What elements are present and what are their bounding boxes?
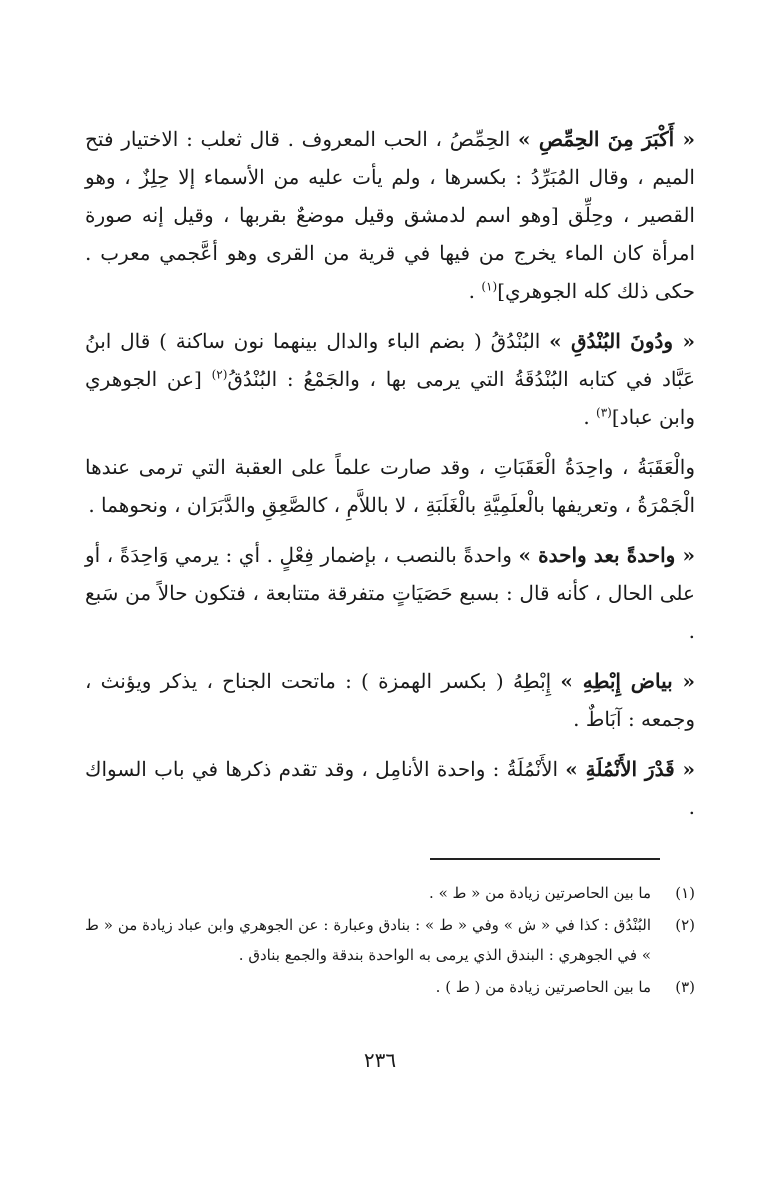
entry-heading: « ودُونَ البُنْدُقِ » — [549, 329, 695, 353]
footnote-number: (٢) — [675, 916, 695, 934]
paragraph-wahida — [85, 536, 695, 650]
entry-text: البُنْدُقُ ( بضم الباء والدال بينهما نون ساكنة ) قال ابنُ عَبَّاد في كتابه البُنْدُقَةُ التي يرمى بها ، والجَمْعُ : البُنْدُقُ — [85, 329, 695, 391]
entry-text: الحِمِّصُ ، الحب المعروف . قال ثعلب : الاختيار فتح الميم ، وقال المُبَرِّدُ : بكسرها ، ولم يأت عليه من الأسماء إلا حِلِزٌ ، وهو القصير ، وحِلِّق [وهو اسم لدمشق وقيل موضعٌ بقربها ، وقيل إنه صورة امرأة كان الماء يخرج من فيها في قرية من القرى وهو أعَّجمي معرب . حكى ذلك كله الجوهري] — [85, 127, 695, 303]
footnote-ref: (٣) — [596, 405, 612, 420]
footnote-divider — [430, 858, 660, 860]
paragraph-aqaba — [85, 448, 695, 524]
entry-tail: . — [583, 405, 597, 429]
entry-heading: « بياض إِبْطِهِ » — [560, 669, 696, 693]
entry-text: إِبْطِهُ ( بكسر الهمزة ) : ماتحت الجناح ، يذكر ويؤنث ، وجمعه : آبَاطٌ . — [85, 669, 695, 731]
footnote-item — [85, 972, 695, 1002]
entry-text: الأَنْمُلَةُ : واحدة الأنامِل ، وقد تقدم ذكرها في باب السواك . — [85, 757, 695, 819]
paragraph-himmas — [85, 120, 695, 310]
entry-text: والْعَقَبَةُ ، واحِدَةُ الْعَقَبَاتِ ، وقد صارت علماً على العقبة التي ترمى عندها الْجَمْرَةُ ، وتعريفها بالْعلَمِيَّةِ بالْغَلَبَةِ ، لا باللاَّمِ ، كالصَّعِقِ والدَّبَرَان ، ونحوهما . — [85, 455, 695, 517]
footnote-item — [85, 878, 695, 908]
entry-heading: « واحدةً بعد واحدة » — [518, 543, 695, 567]
entry-heading: « قَدْرَ الأَنْمُلَةِ » — [565, 757, 695, 781]
footnote-item — [85, 910, 695, 970]
footnote-text: ما بين الحاصرتين زيادة من ( ط ) . — [435, 978, 651, 996]
entry-tail: [عن الجوهري وابن عباد] — [85, 367, 695, 429]
entry-heading: « أَكْبَرَ مِنَ الحِمِّصِ » — [518, 127, 696, 151]
paragraph-anmula — [85, 750, 695, 826]
footnotes — [85, 878, 695, 1004]
entry-tail: . — [468, 279, 482, 303]
footnote-text: البُنْدُق : كذا في « ش » وفي « ط » : بنادق وعبارة : عن الجوهري وابن عباد زيادة من « ط » في الجوهري : البندق الذي يرمى به الواحدة بندقة والجمع بنادق . — [85, 916, 651, 964]
footnote-ref: (١) — [481, 279, 498, 294]
paragraph-bunduq — [85, 322, 695, 436]
entry-text: واحدةً بالنصب ، بإضمار فِعْلٍ . أي : يرمي وَاحِدَةً ، أو على الحال ، كأنه قال : بسبع حَصَيَاتٍ متفرقة متتابعة ، فتكون حالاً من سَبع . — [85, 543, 695, 643]
main-text — [85, 120, 695, 838]
footnote-text: ما بين الحاصرتين زيادة من « ط » . — [429, 884, 651, 902]
footnote-number: (١) — [675, 884, 695, 902]
footnote-ref: (٢) — [211, 367, 228, 382]
paragraph-ibt — [85, 662, 695, 738]
footnote-number: (٣) — [675, 978, 695, 996]
page-number: ٢٣٦ — [363, 1048, 397, 1072]
